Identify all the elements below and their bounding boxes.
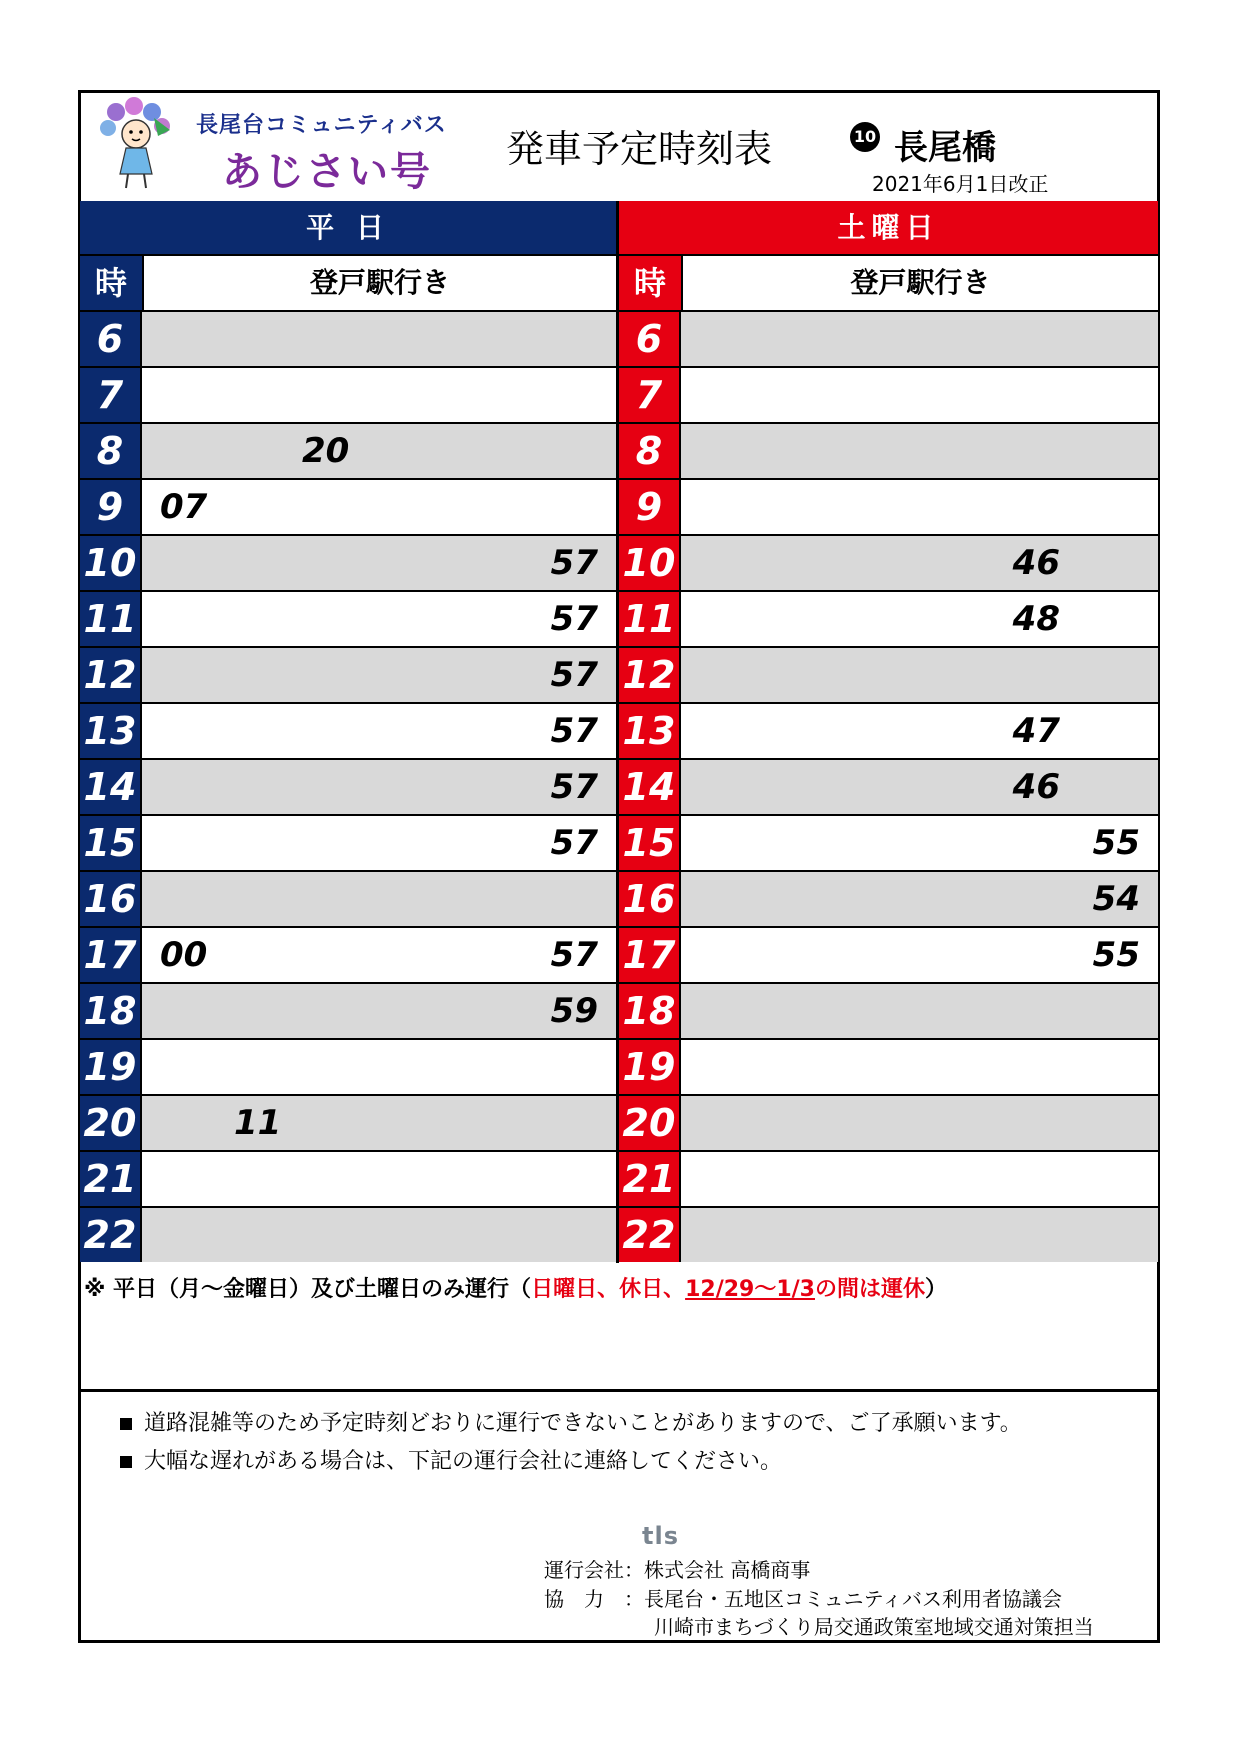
minutes-cell	[681, 1208, 1158, 1262]
hour-cell: 12	[80, 648, 142, 702]
hydrangea-mascot-logo	[96, 96, 176, 192]
hour-cell: 18	[619, 984, 681, 1038]
hour-cell: 6	[80, 312, 142, 366]
minutes-cell	[681, 928, 1158, 982]
minutes-cell	[681, 816, 1158, 870]
table-row	[80, 366, 616, 422]
table-row	[80, 982, 616, 1038]
saturday-subheader	[619, 254, 1158, 310]
table-row	[80, 1150, 616, 1206]
stop-name: 長尾橋	[894, 128, 996, 168]
table-row	[619, 1150, 1158, 1206]
minutes-cell	[142, 928, 616, 982]
table-row	[80, 478, 616, 534]
table-row	[80, 310, 616, 366]
weekday-subheader	[80, 254, 616, 310]
departure-minute: 48	[1012, 599, 1060, 639]
notice-bullet-1	[120, 1406, 1022, 1437]
hour-cell: 19	[619, 1040, 681, 1094]
table-row	[619, 366, 1158, 422]
cooperation-line	[544, 1583, 1062, 1612]
minutes-cell	[681, 424, 1158, 478]
hour-cell: 18	[80, 984, 142, 1038]
hour-cell: 19	[80, 1040, 142, 1094]
note-suffix: ）	[925, 1277, 948, 1302]
hour-cell: 8	[619, 424, 681, 478]
table-row	[80, 534, 616, 590]
revision-date: 2021年6月1日改正	[872, 172, 1049, 196]
table-row	[619, 310, 1158, 366]
table-row	[619, 646, 1158, 702]
departure-minute: 57	[550, 935, 598, 975]
hour-cell: 16	[80, 872, 142, 926]
service-note	[84, 1272, 947, 1303]
operator-label: 運行会社：	[544, 1558, 644, 1582]
table-row	[80, 870, 616, 926]
minutes-cell	[142, 368, 616, 422]
bullet-square-icon	[120, 1418, 132, 1430]
hour-cell: 11	[619, 592, 681, 646]
note-holiday-dates: 12/29～1/3	[685, 1277, 815, 1302]
hour-cell: 20	[619, 1096, 681, 1150]
departure-minute: 57	[550, 543, 598, 583]
hour-cell: 21	[619, 1152, 681, 1206]
table-row	[619, 1094, 1158, 1150]
minutes-cell	[681, 480, 1158, 534]
hour-cell: 15	[80, 816, 142, 870]
hour-column-header: 時	[80, 256, 144, 310]
notice-text: 道路混雑等のため予定時刻どおりに運行できないことがありますので、ご了承願います。	[144, 1411, 1022, 1436]
hour-cell: 17	[619, 928, 681, 982]
table-row	[80, 1094, 616, 1150]
departure-minute: 46	[1012, 767, 1060, 807]
operator-line	[544, 1554, 810, 1583]
minutes-cell	[142, 648, 616, 702]
departure-minute: 46	[1012, 543, 1060, 583]
destination-header: 登戸駅行き	[683, 256, 1158, 310]
minutes-cell	[142, 816, 616, 870]
departure-minute: 55	[1092, 935, 1140, 975]
note-prefix: ※ 平日（月～金曜日）及び土曜日のみ運行（	[84, 1277, 532, 1302]
departure-minute: 59	[550, 991, 598, 1031]
table-row	[619, 422, 1158, 478]
minutes-cell	[681, 1152, 1158, 1206]
hour-cell: 13	[619, 704, 681, 758]
hour-cell: 15	[619, 816, 681, 870]
minutes-cell	[681, 1040, 1158, 1094]
table-row	[80, 702, 616, 758]
hour-cell: 6	[619, 312, 681, 366]
minutes-cell	[142, 1040, 616, 1094]
table-row	[619, 814, 1158, 870]
bullet-square-icon	[120, 1456, 132, 1468]
table-row	[80, 926, 616, 982]
table-row	[80, 646, 616, 702]
minutes-cell	[681, 872, 1158, 926]
departure-minute: 54	[1092, 879, 1140, 919]
hour-cell: 22	[80, 1208, 142, 1262]
hour-cell: 16	[619, 872, 681, 926]
table-row	[619, 702, 1158, 758]
departure-minute: 55	[1092, 823, 1140, 863]
page-title: 発車予定時刻表	[506, 127, 773, 171]
minutes-cell	[142, 480, 616, 534]
minutes-cell	[142, 424, 616, 478]
section-separator	[78, 1389, 1160, 1392]
minutes-cell	[681, 704, 1158, 758]
departure-minute: 00	[160, 935, 208, 975]
cooperation-council: 長尾台・五地区コミュニティバス利用者協議会	[644, 1587, 1062, 1611]
minutes-cell	[142, 872, 616, 926]
minutes-cell	[142, 1096, 616, 1150]
saturday-header: 土曜日	[619, 201, 1158, 254]
note-suspended-text: の間は運休	[815, 1277, 926, 1302]
hour-cell: 7	[619, 368, 681, 422]
hour-cell: 14	[619, 760, 681, 814]
hour-cell: 7	[80, 368, 142, 422]
brand-name: あじさい号	[222, 149, 432, 195]
hour-cell: 17	[80, 928, 142, 982]
minutes-cell	[142, 592, 616, 646]
minutes-cell	[142, 760, 616, 814]
departure-minute: 57	[550, 655, 598, 695]
minutes-cell	[142, 312, 616, 366]
hour-cell: 9	[80, 480, 142, 534]
operator-name: 株式会社 高橋商事	[644, 1558, 811, 1582]
hour-cell: 21	[80, 1152, 142, 1206]
table-row	[619, 1038, 1158, 1094]
note-holiday-text: 日曜日、休日、	[531, 1277, 686, 1302]
table-row	[80, 814, 616, 870]
table-row	[80, 422, 616, 478]
weekday-header: 平 日	[80, 201, 616, 254]
saturday-column	[619, 201, 1158, 1262]
minutes-cell	[142, 984, 616, 1038]
hour-cell: 14	[80, 760, 142, 814]
table-row	[619, 1206, 1158, 1262]
table-row	[80, 758, 616, 814]
departure-minute: 57	[550, 823, 598, 863]
departure-minute: 20	[302, 431, 350, 471]
cooperation-city: 川崎市まちづくり局交通政策室地域交通対策担当	[654, 1615, 1094, 1639]
brand-subtitle: 長尾台コミュニティバス	[196, 113, 447, 138]
table-row	[80, 1038, 616, 1094]
destination-header: 登戸駅行き	[144, 256, 616, 310]
table-row	[619, 534, 1158, 590]
minutes-cell	[681, 648, 1158, 702]
departure-minute: 11	[234, 1103, 282, 1143]
table-row	[619, 478, 1158, 534]
table-row	[80, 1206, 616, 1262]
departure-minute: 57	[550, 711, 598, 751]
minutes-cell	[681, 312, 1158, 366]
hour-column-header: 時	[619, 256, 683, 310]
hour-cell: 8	[80, 424, 142, 478]
stop-number-badge: 10	[850, 122, 880, 152]
notice-text: 大幅な遅れがある場合は、下記の運行会社に連絡してください。	[144, 1449, 783, 1474]
minutes-cell	[142, 1208, 616, 1262]
departure-minute: 47	[1012, 711, 1060, 751]
departure-minute: 57	[550, 767, 598, 807]
hour-cell: 22	[619, 1208, 681, 1262]
hour-cell: 13	[80, 704, 142, 758]
cooperation-label: 協 力 ：	[544, 1587, 644, 1611]
minutes-cell	[142, 536, 616, 590]
minutes-cell	[681, 1096, 1158, 1150]
hour-cell: 20	[80, 1096, 142, 1150]
table-row	[80, 590, 616, 646]
table-row	[619, 590, 1158, 646]
hour-cell: 10	[80, 536, 142, 590]
minutes-cell	[681, 760, 1158, 814]
table-row	[619, 758, 1158, 814]
departure-minute: 57	[550, 599, 598, 639]
minutes-cell	[681, 368, 1158, 422]
table-row	[619, 870, 1158, 926]
notice-bullet-2	[120, 1444, 782, 1475]
minutes-cell	[681, 984, 1158, 1038]
weekday-column	[80, 201, 616, 1262]
hour-cell: 11	[80, 592, 142, 646]
minutes-cell	[142, 704, 616, 758]
departure-minute: 07	[160, 487, 208, 527]
table-row	[619, 926, 1158, 982]
hour-cell: 9	[619, 480, 681, 534]
minutes-cell	[681, 592, 1158, 646]
minutes-cell	[681, 536, 1158, 590]
minutes-cell	[142, 1152, 616, 1206]
hour-cell: 10	[619, 536, 681, 590]
hour-cell: 12	[619, 648, 681, 702]
operator-logo: tls	[642, 1522, 679, 1550]
table-row	[619, 982, 1158, 1038]
cooperation-line-2	[654, 1611, 1094, 1640]
